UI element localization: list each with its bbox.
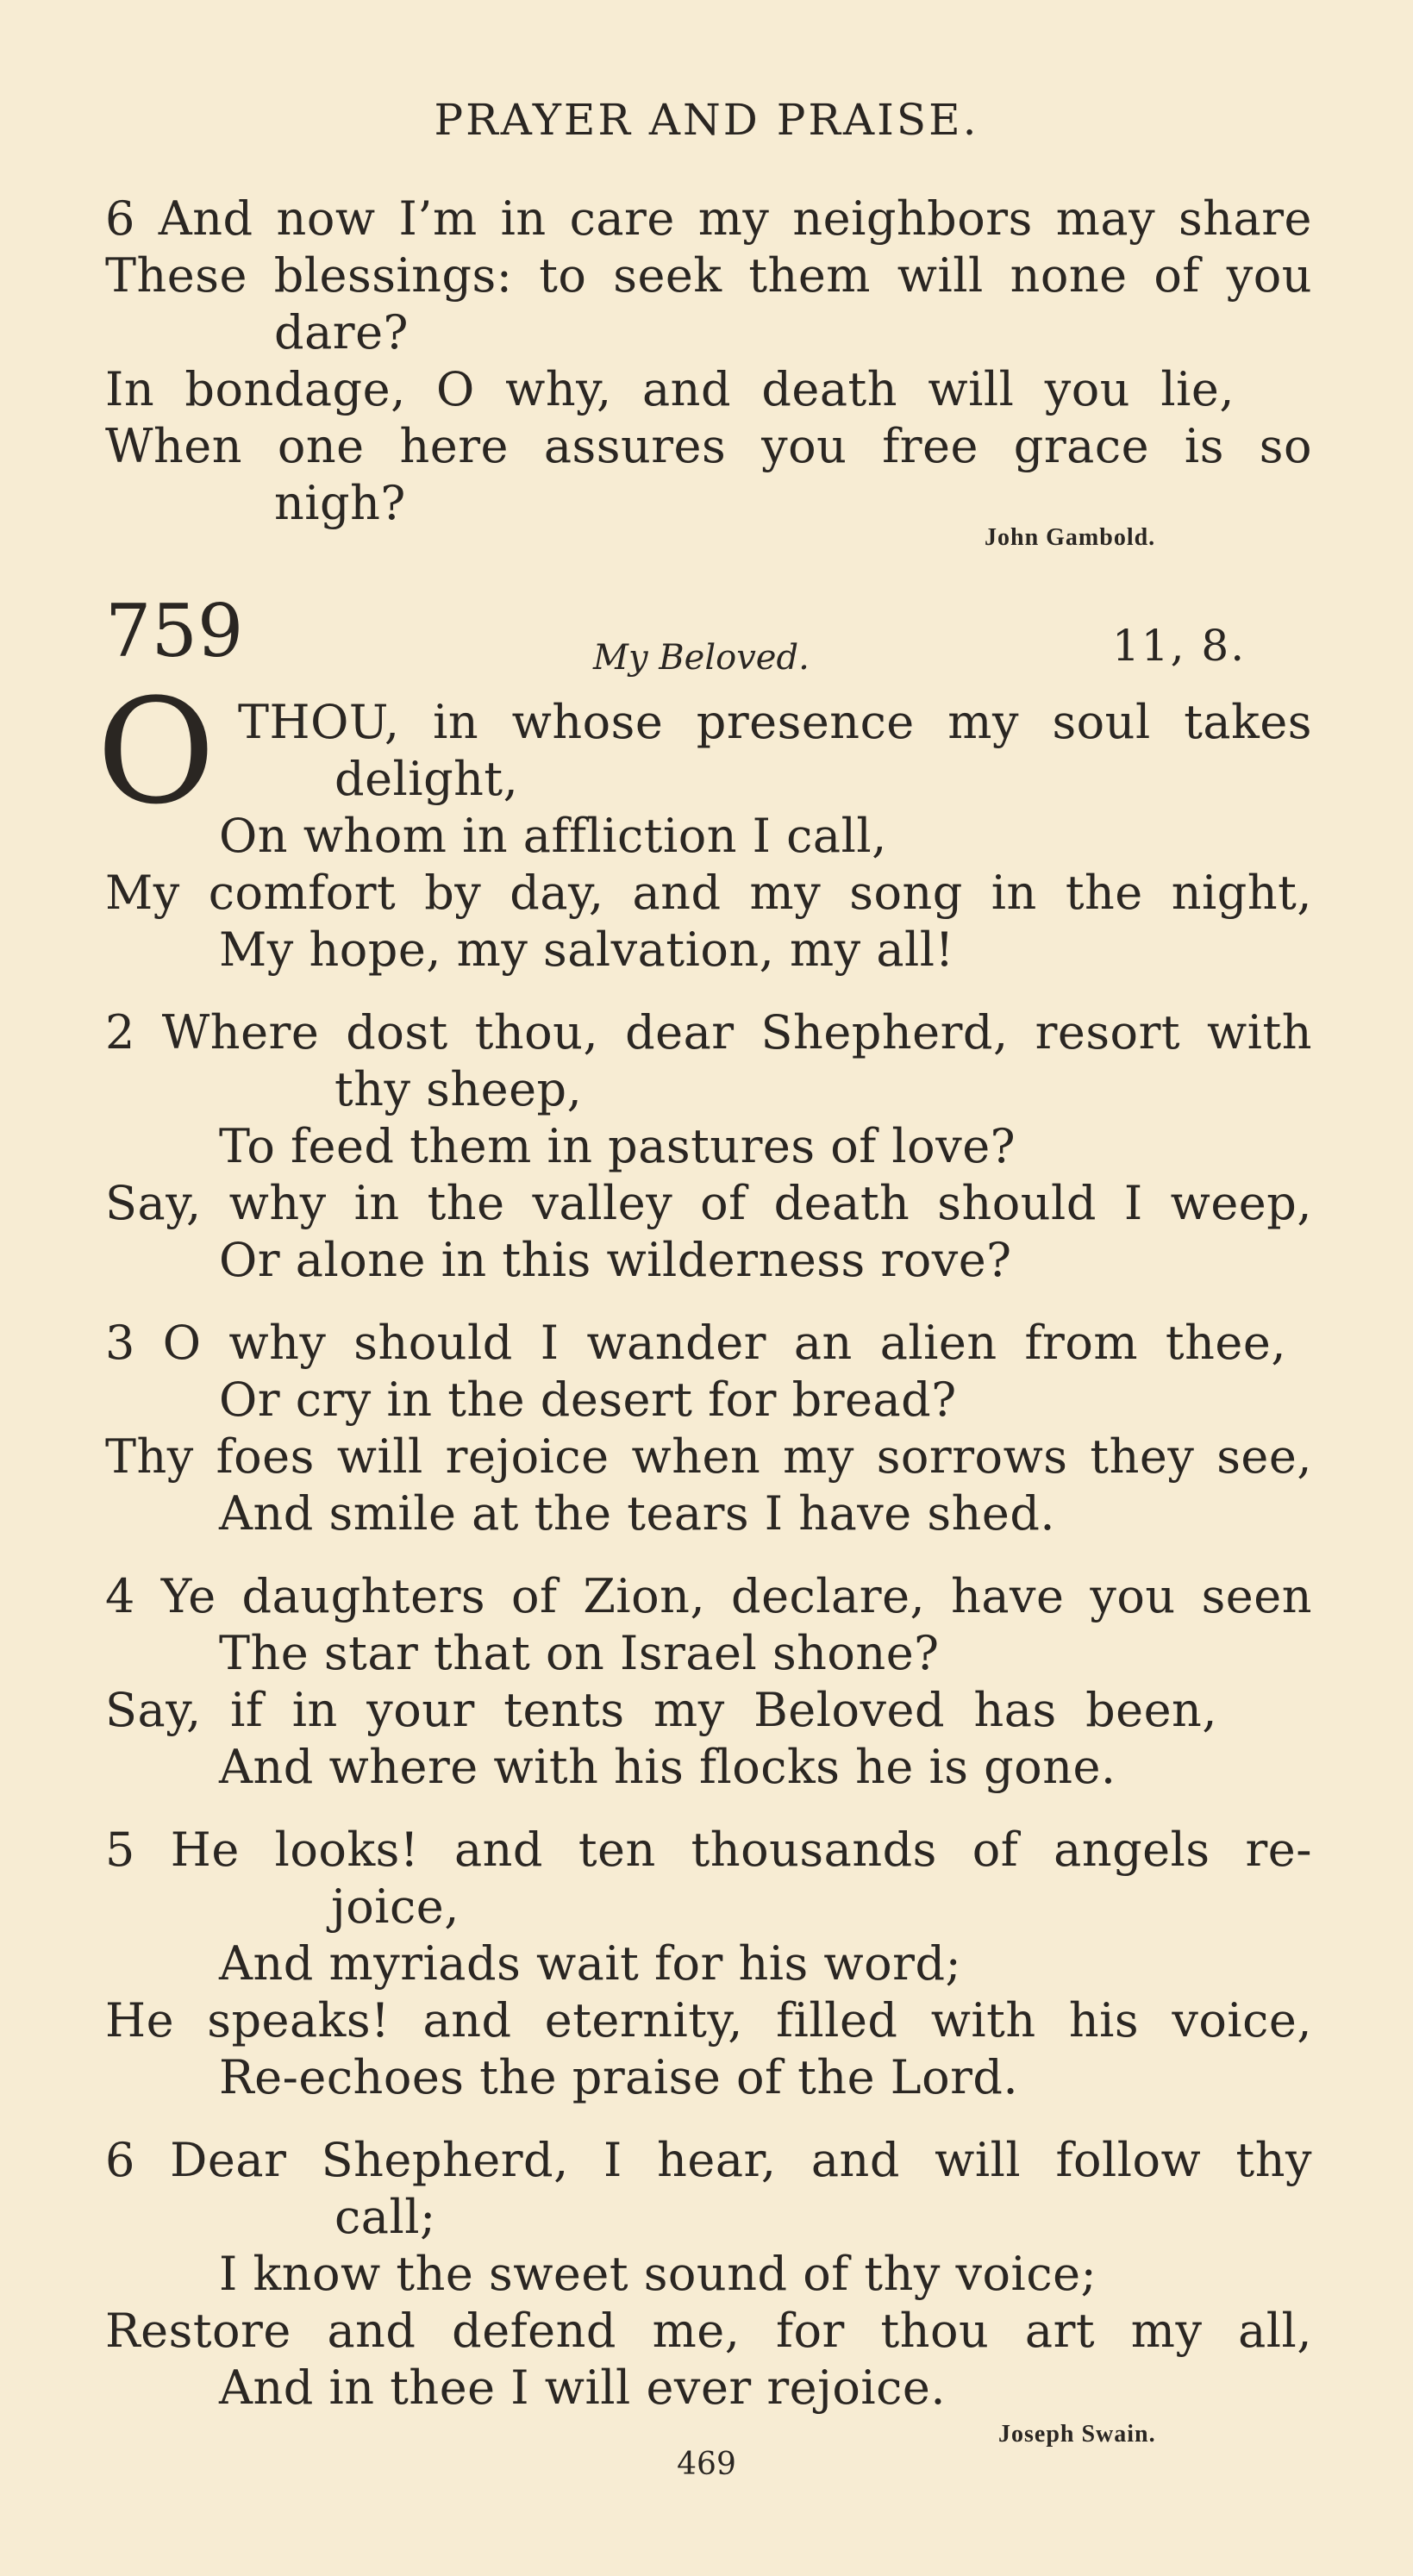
verse-line: 5 He looks! and ten thousands of angels re- [105,1823,1312,1877]
verse-line: joice, [331,1879,460,1934]
verse-line: thy sheep, [334,1062,583,1116]
verse-line: I know the sweet sound of thy voice; [219,2247,1097,2301]
verse-line: My hope, my salvation, my all! [219,922,954,977]
verse-line: 2 Where dost thou, dear Shepherd, resort with [105,1005,1312,1060]
verse-line: In bondage, O why, and death will you lie, [105,362,1235,416]
verse-line: And myriads wait for his word; [219,1936,962,1991]
verse-line: And smile at the tears I have shed. [219,1486,1056,1541]
verse-line: When one here assures you free grace is so [105,419,1312,473]
verse-line: On whom in affliction I call, [219,809,887,863]
verse-line: And in thee I will ever rejoice. [219,2360,947,2415]
verse-line: 4 Ye daughters of Zion, declare, have you seen [105,1569,1312,1623]
verse-line: Or cry in the desert for bread? [219,1372,957,1427]
verse-line: Say, why in the valley of death should I weep, [105,1176,1312,1230]
verse-line: 3 O why should I wander an alien from thee, [105,1316,1286,1370]
verse-line: Thy foes will rejoice when my sorrows they see, [105,1429,1312,1484]
verse-line: delight, [334,752,519,806]
verse-line: dare? [274,305,409,360]
verse-line: Re-echoes the praise of the Lord. [219,2050,1019,2104]
verse-line: Say, if in your tents my Beloved has been, [105,1683,1217,1737]
verse-line: The star that on Israel shone? [219,1626,940,1680]
verse-line: Or alone in this wilderness rove? [219,1233,1012,1287]
verse-line: To feed them in pastures of love? [219,1119,1016,1173]
hymn-title: My Beloved. [593,638,810,678]
verse-line: call; [334,2190,436,2244]
author-attribution: Joseph Swain. [998,2421,1156,2448]
author-attribution: John Gambold. [985,524,1156,551]
verse-line: And where with his flocks he is gone. [219,1740,1116,1794]
drop-cap: O [97,667,216,836]
verse-line: My comfort by day, and my song in the night, [105,866,1312,920]
running-header: PRAYER AND PRAISE. [434,95,979,145]
verse-line: 6 And now I’m in care my neighbors may share [105,191,1312,246]
page-number: 469 [677,2447,736,2482]
verse-line: THOU, in whose presence my soul takes [238,695,1312,749]
verse-line: He speaks! and eternity, filled with his voice, [105,1993,1312,2048]
verse-line: nigh? [274,476,406,530]
hymn-number: 759 [105,589,244,673]
verse-line: These blessings: to seek them will none of you [105,248,1312,303]
verse-line: 6 Dear Shepherd, I hear, and will follow thy [105,2133,1312,2187]
hymn-meter: 11, 8. [1112,621,1247,671]
verse-line: Restore and defend me, for thou art my all, [105,2304,1312,2358]
